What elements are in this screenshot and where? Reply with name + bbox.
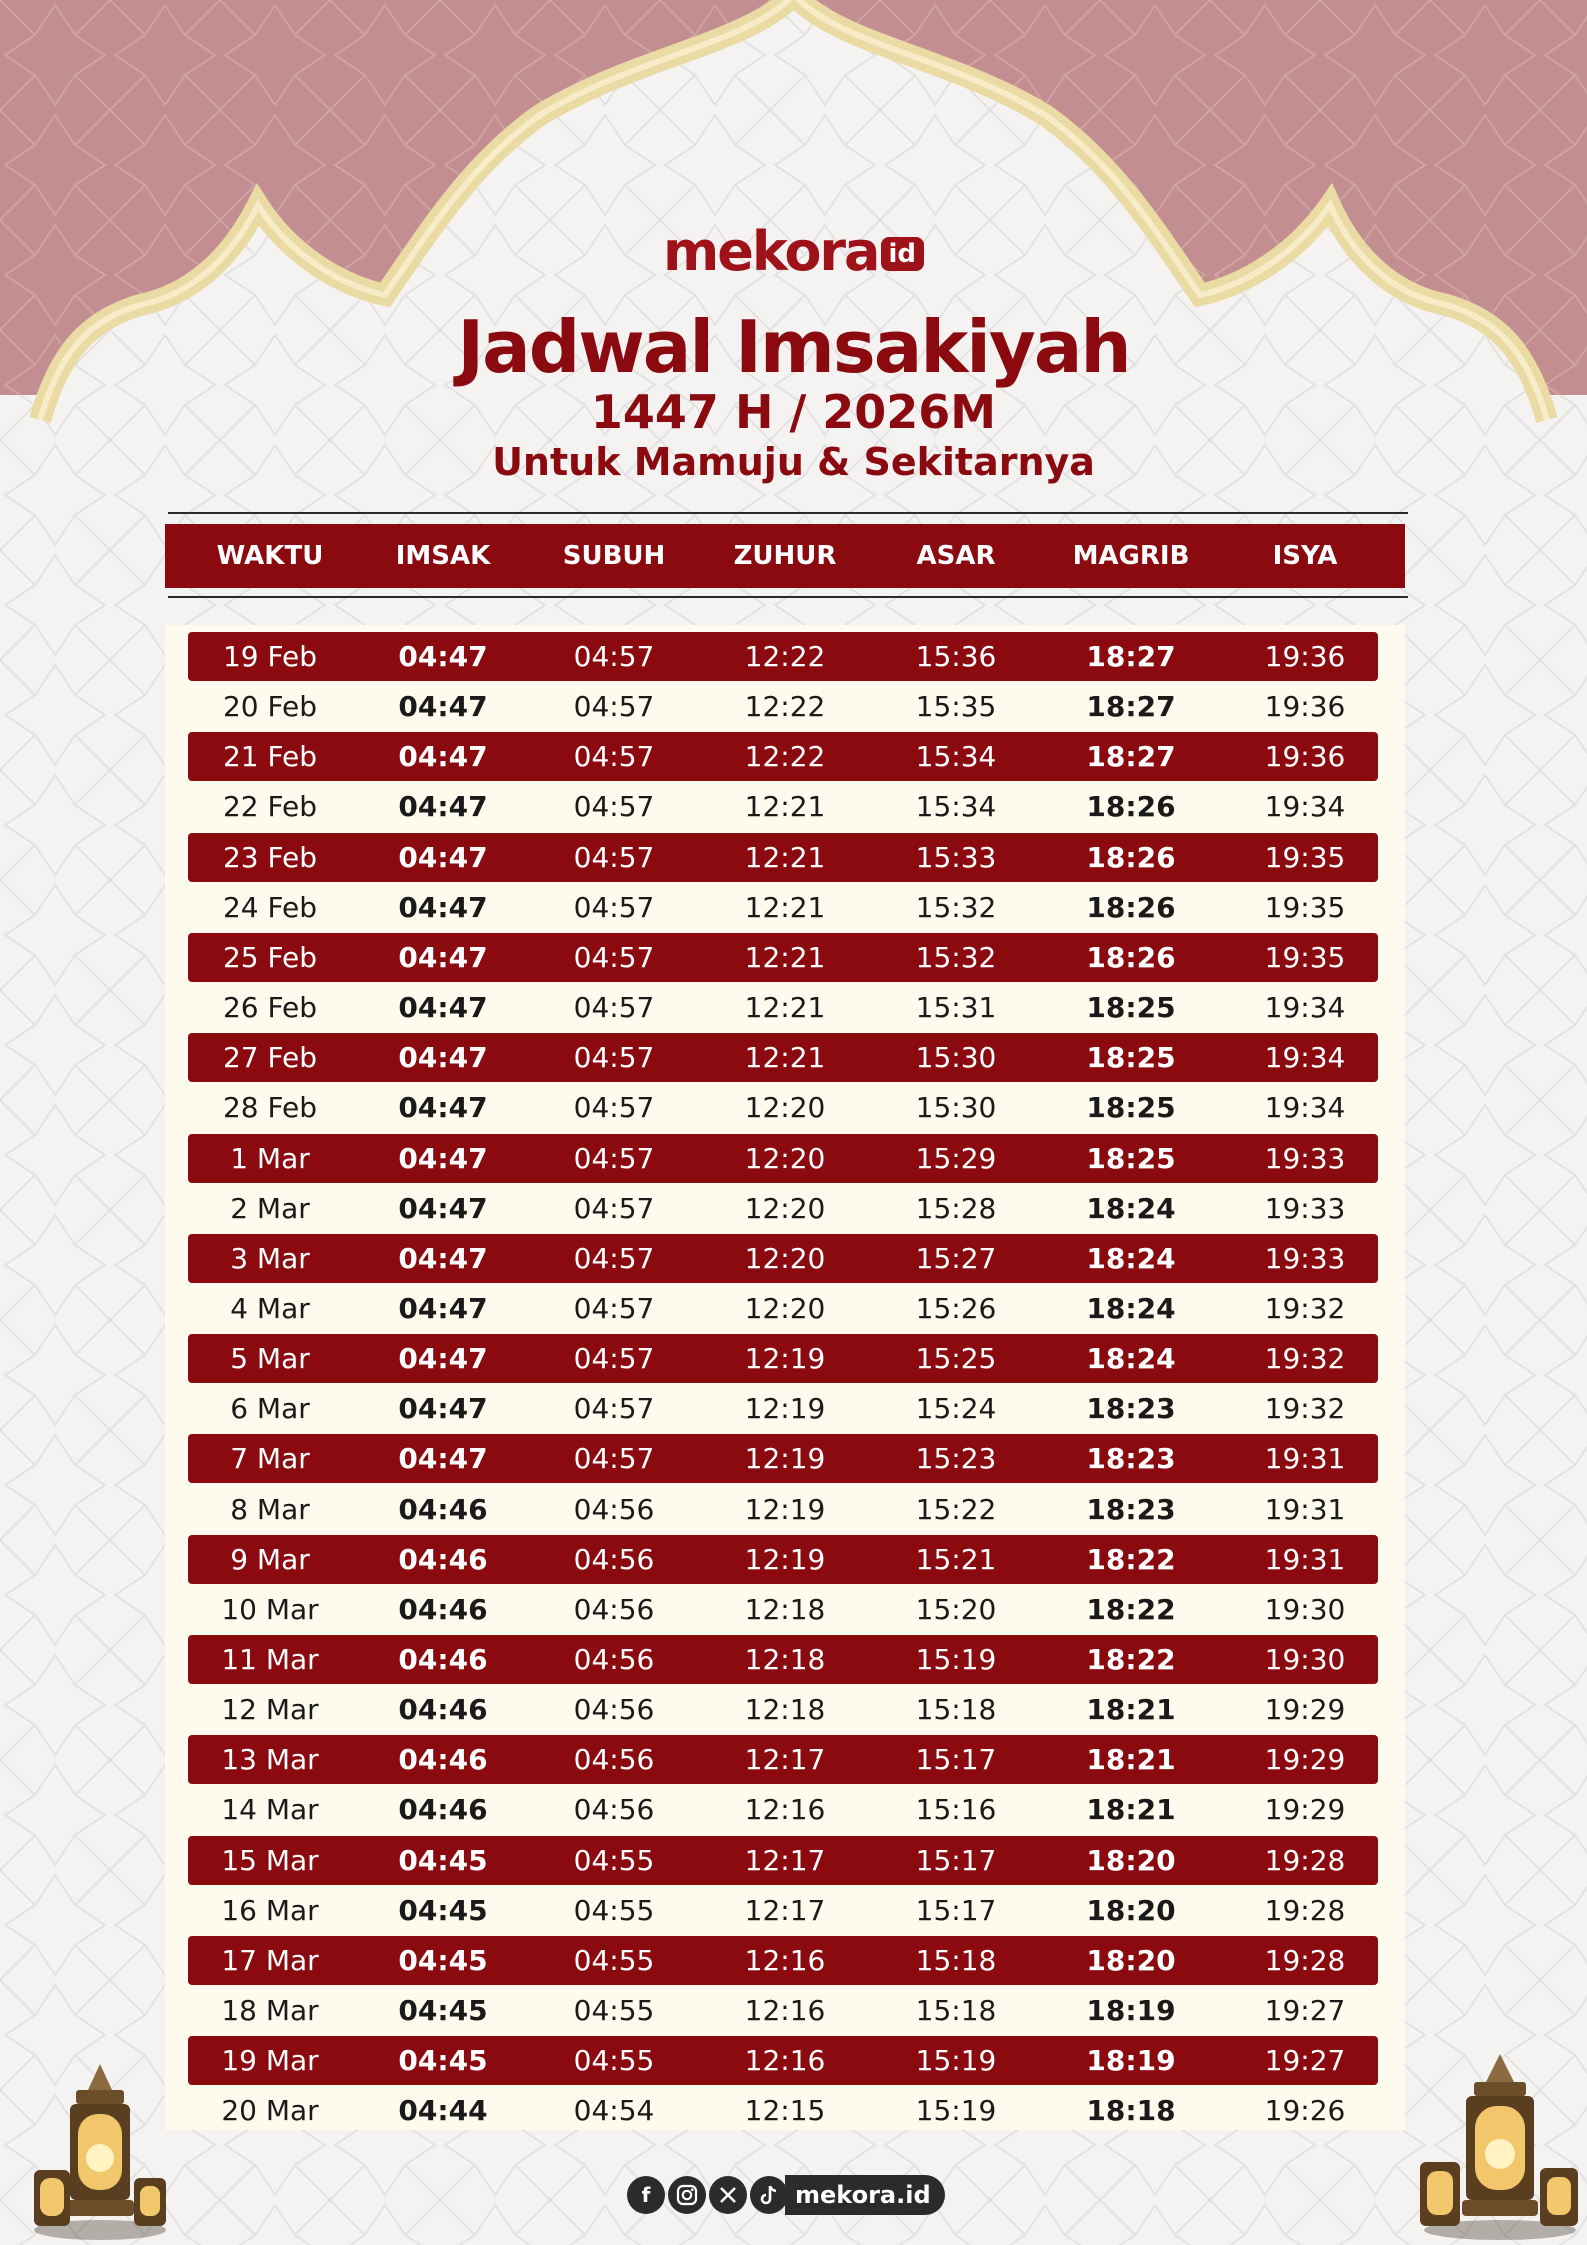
cell-isya: 19:30 xyxy=(1264,1643,1346,1676)
cell-isya: 19:32 xyxy=(1264,1342,1346,1375)
cell-imsak: 04:47 xyxy=(398,1342,488,1375)
cell-imsak: 04:47 xyxy=(398,1442,488,1475)
cell-subuh: 04:57 xyxy=(573,1192,655,1225)
cell-isya: 19:35 xyxy=(1264,891,1346,924)
cell-date: 11 Mar xyxy=(221,1643,319,1676)
table-row xyxy=(188,933,1378,982)
cell-asar: 15:19 xyxy=(915,2044,997,2077)
cell-magrib: 18:25 xyxy=(1086,1091,1176,1124)
table-row xyxy=(188,1836,1378,1885)
cell-isya: 19:36 xyxy=(1264,640,1346,673)
cell-isya: 19:28 xyxy=(1264,1944,1346,1977)
cell-isya: 19:31 xyxy=(1264,1493,1346,1526)
cell-date: 27 Feb xyxy=(222,1041,318,1074)
brand-name: mekora xyxy=(662,220,879,283)
cell-subuh: 04:56 xyxy=(573,1743,655,1776)
cell-asar: 15:24 xyxy=(915,1392,997,1425)
cell-magrib: 18:20 xyxy=(1086,1844,1176,1877)
cell-subuh: 04:57 xyxy=(573,1342,655,1375)
table-row xyxy=(188,1485,1378,1534)
divider-top xyxy=(168,512,1408,514)
cell-zuhur: 12:15 xyxy=(744,2094,826,2127)
cell-zuhur: 12:19 xyxy=(744,1392,826,1425)
cell-imsak: 04:45 xyxy=(398,1944,488,1977)
cell-isya: 19:33 xyxy=(1264,1142,1346,1175)
cell-date: 22 Feb xyxy=(222,790,318,823)
cell-asar: 15:18 xyxy=(915,1944,997,1977)
cell-date: 18 Mar xyxy=(221,1994,319,2027)
cell-subuh: 04:55 xyxy=(573,1994,655,2027)
cell-subuh: 04:57 xyxy=(573,991,655,1024)
cell-zuhur: 12:18 xyxy=(744,1643,826,1676)
table-row xyxy=(188,1083,1378,1132)
cell-isya: 19:28 xyxy=(1264,1894,1346,1927)
cell-magrib: 18:21 xyxy=(1086,1743,1176,1776)
cell-imsak: 04:47 xyxy=(398,740,488,773)
table-row xyxy=(188,1434,1378,1483)
cell-imsak: 04:46 xyxy=(398,1743,488,1776)
table-row xyxy=(188,1184,1378,1233)
cell-imsak: 04:45 xyxy=(398,1844,488,1877)
cell-subuh: 04:57 xyxy=(573,1242,655,1275)
cell-imsak: 04:47 xyxy=(398,1091,488,1124)
cell-magrib: 18:23 xyxy=(1086,1442,1176,1475)
cell-magrib: 18:24 xyxy=(1086,1292,1176,1325)
cell-imsak: 04:47 xyxy=(398,841,488,874)
cell-imsak: 04:46 xyxy=(398,1643,488,1676)
cell-subuh: 04:56 xyxy=(573,1643,655,1676)
cell-zuhur: 12:20 xyxy=(744,1292,826,1325)
table-row xyxy=(188,782,1378,831)
cell-zuhur: 12:19 xyxy=(744,1493,826,1526)
cell-zuhur: 12:21 xyxy=(744,790,826,823)
lantern-right-icon xyxy=(1420,2050,1580,2240)
cell-zuhur: 12:20 xyxy=(744,1192,826,1225)
cell-magrib: 18:23 xyxy=(1086,1493,1176,1526)
cell-asar: 15:16 xyxy=(915,1793,997,1826)
cell-imsak: 04:45 xyxy=(398,1894,488,1927)
cell-asar: 15:32 xyxy=(915,891,997,924)
cell-date: 7 Mar xyxy=(230,1442,310,1475)
cell-zuhur: 12:17 xyxy=(744,1894,826,1927)
cell-isya: 19:36 xyxy=(1264,690,1346,723)
cell-asar: 15:22 xyxy=(915,1493,997,1526)
cell-date: 28 Feb xyxy=(222,1091,318,1124)
instagram-icon[interactable] xyxy=(668,2176,706,2214)
cell-zuhur: 12:21 xyxy=(744,841,826,874)
cell-subuh: 04:55 xyxy=(573,1844,655,1877)
cell-date: 16 Mar xyxy=(221,1894,319,1927)
cell-zuhur: 12:16 xyxy=(744,2044,826,2077)
cell-date: 20 Feb xyxy=(222,690,318,723)
cell-magrib: 18:27 xyxy=(1086,740,1176,773)
cell-subuh: 04:57 xyxy=(573,1442,655,1475)
cell-date: 6 Mar xyxy=(230,1392,310,1425)
cell-asar: 15:26 xyxy=(915,1292,997,1325)
cell-subuh: 04:55 xyxy=(573,1944,655,1977)
header-asar: ASAR xyxy=(916,541,996,571)
cell-date: 23 Feb xyxy=(222,841,318,874)
cell-magrib: 18:19 xyxy=(1086,1994,1176,2027)
cell-date: 12 Mar xyxy=(221,1693,319,1726)
cell-date: 17 Mar xyxy=(221,1944,319,1977)
tiktok-icon[interactable] xyxy=(750,2176,788,2214)
table-row xyxy=(188,983,1378,1032)
table-row xyxy=(188,1033,1378,1082)
cell-isya: 19:34 xyxy=(1264,1091,1346,1124)
cell-zuhur: 12:16 xyxy=(744,1994,826,2027)
cell-imsak: 04:44 xyxy=(398,2094,488,2127)
cell-magrib: 18:21 xyxy=(1086,1693,1176,1726)
cell-isya: 19:29 xyxy=(1264,1793,1346,1826)
cell-asar: 15:33 xyxy=(915,841,997,874)
cell-asar: 15:34 xyxy=(915,790,997,823)
table-row xyxy=(188,1284,1378,1333)
cell-subuh: 04:57 xyxy=(573,1392,655,1425)
cell-zuhur: 12:22 xyxy=(744,740,826,773)
cell-subuh: 04:55 xyxy=(573,1894,655,1927)
table-row xyxy=(188,1334,1378,1383)
cell-zuhur: 12:21 xyxy=(744,941,826,974)
cell-asar: 15:21 xyxy=(915,1543,997,1576)
cell-isya: 19:30 xyxy=(1264,1593,1346,1626)
cell-zuhur: 12:17 xyxy=(744,1743,826,1776)
cell-asar: 15:19 xyxy=(915,1643,997,1676)
cell-imsak: 04:47 xyxy=(398,640,488,673)
cell-zuhur: 12:21 xyxy=(744,891,826,924)
table-row xyxy=(188,2036,1378,2085)
cell-imsak: 04:47 xyxy=(398,1292,488,1325)
cell-magrib: 18:20 xyxy=(1086,1944,1176,1977)
cell-subuh: 04:56 xyxy=(573,1543,655,1576)
brand-logo xyxy=(0,220,1587,283)
cell-isya: 19:32 xyxy=(1264,1392,1346,1425)
cell-magrib: 18:19 xyxy=(1086,2044,1176,2077)
cell-subuh: 04:56 xyxy=(573,1493,655,1526)
cell-asar: 15:29 xyxy=(915,1142,997,1175)
header-subuh: SUBUH xyxy=(562,541,666,571)
cell-zuhur: 12:16 xyxy=(744,1793,826,1826)
cell-date: 3 Mar xyxy=(230,1242,310,1275)
cell-date: 19 Feb xyxy=(222,640,318,673)
social-footer xyxy=(627,2175,945,2215)
table-row xyxy=(188,1685,1378,1734)
cell-isya: 19:29 xyxy=(1264,1693,1346,1726)
cell-date: 10 Mar xyxy=(221,1593,319,1626)
cell-isya: 19:31 xyxy=(1264,1442,1346,1475)
cell-subuh: 04:57 xyxy=(573,690,655,723)
cell-isya: 19:35 xyxy=(1264,841,1346,874)
cell-zuhur: 12:22 xyxy=(744,690,826,723)
cell-date: 13 Mar xyxy=(221,1743,319,1776)
cell-magrib: 18:24 xyxy=(1086,1242,1176,1275)
cell-magrib: 18:26 xyxy=(1086,891,1176,924)
cell-zuhur: 12:20 xyxy=(744,1142,826,1175)
cell-asar: 15:35 xyxy=(915,690,997,723)
table-row xyxy=(188,1535,1378,1584)
cell-imsak: 04:47 xyxy=(398,790,488,823)
cell-subuh: 04:56 xyxy=(573,1593,655,1626)
table-row xyxy=(188,732,1378,781)
cell-zuhur: 12:21 xyxy=(744,991,826,1024)
table-row xyxy=(188,1234,1378,1283)
cell-subuh: 04:57 xyxy=(573,740,655,773)
cell-isya: 19:33 xyxy=(1264,1242,1346,1275)
cell-date: 5 Mar xyxy=(230,1342,310,1375)
cell-asar: 15:19 xyxy=(915,2094,997,2127)
cell-subuh: 04:57 xyxy=(573,1091,655,1124)
cell-magrib: 18:26 xyxy=(1086,841,1176,874)
cell-imsak: 04:47 xyxy=(398,891,488,924)
table-row xyxy=(188,682,1378,731)
cell-asar: 15:17 xyxy=(915,1743,997,1776)
page-subtitle: 1447 H / 2026M xyxy=(590,385,997,439)
cell-magrib: 18:24 xyxy=(1086,1342,1176,1375)
cell-magrib: 18:25 xyxy=(1086,1142,1176,1175)
table-row xyxy=(188,883,1378,932)
cell-zuhur: 12:20 xyxy=(744,1091,826,1124)
cell-isya: 19:31 xyxy=(1264,1543,1346,1576)
cell-zuhur: 12:19 xyxy=(744,1342,826,1375)
table-row xyxy=(188,1735,1378,1784)
cell-magrib: 18:18 xyxy=(1086,2094,1176,2127)
cell-asar: 15:18 xyxy=(915,1994,997,2027)
cell-imsak: 04:46 xyxy=(398,1793,488,1826)
cell-zuhur: 12:19 xyxy=(744,1543,826,1576)
cell-magrib: 18:25 xyxy=(1086,1041,1176,1074)
cell-date: 9 Mar xyxy=(230,1543,310,1576)
cell-subuh: 04:57 xyxy=(573,1292,655,1325)
table-row xyxy=(188,2086,1378,2135)
header-waktu: WAKTU xyxy=(216,541,324,571)
cell-imsak: 04:47 xyxy=(398,1392,488,1425)
cell-isya: 19:33 xyxy=(1264,1192,1346,1225)
cell-isya: 19:27 xyxy=(1264,2044,1346,2077)
cell-asar: 15:25 xyxy=(915,1342,997,1375)
x-icon[interactable] xyxy=(709,2176,747,2214)
cell-date: 1 Mar xyxy=(230,1142,310,1175)
table-row xyxy=(188,1384,1378,1433)
page-title: Jadwal Imsakiyah xyxy=(457,305,1130,389)
cell-imsak: 04:47 xyxy=(398,1041,488,1074)
header-zuhur: ZUHUR xyxy=(733,541,837,571)
cell-isya: 19:34 xyxy=(1264,991,1346,1024)
cell-magrib: 18:20 xyxy=(1086,1894,1176,1927)
cell-asar: 15:32 xyxy=(915,941,997,974)
cell-magrib: 18:27 xyxy=(1086,640,1176,673)
table-row xyxy=(188,1785,1378,1834)
cell-zuhur: 12:18 xyxy=(744,1693,826,1726)
cell-magrib: 18:25 xyxy=(1086,991,1176,1024)
cell-date: 15 Mar xyxy=(221,1844,319,1877)
table-row xyxy=(188,1986,1378,2035)
header-imsak: IMSAK xyxy=(395,541,491,571)
table-row xyxy=(188,1585,1378,1634)
cell-zuhur: 12:18 xyxy=(744,1593,826,1626)
footer-handle[interactable]: mekora.id xyxy=(785,2175,945,2215)
cell-subuh: 04:57 xyxy=(573,640,655,673)
cell-imsak: 04:47 xyxy=(398,1142,488,1175)
table-row xyxy=(188,1134,1378,1183)
cell-isya: 19:32 xyxy=(1264,1292,1346,1325)
cell-imsak: 04:47 xyxy=(398,941,488,974)
cell-date: 20 Mar xyxy=(221,2094,319,2127)
cell-zuhur: 12:20 xyxy=(744,1242,826,1275)
cell-subuh: 04:57 xyxy=(573,891,655,924)
lantern-left-icon xyxy=(30,2060,170,2240)
cell-asar: 15:20 xyxy=(915,1593,997,1626)
cell-date: 14 Mar xyxy=(221,1793,319,1826)
table-row xyxy=(188,632,1378,681)
cell-magrib: 18:22 xyxy=(1086,1543,1176,1576)
cell-subuh: 04:57 xyxy=(573,790,655,823)
cell-subuh: 04:57 xyxy=(573,1142,655,1175)
cell-subuh: 04:54 xyxy=(573,2094,655,2127)
cell-zuhur: 12:16 xyxy=(744,1944,826,1977)
cell-subuh: 04:56 xyxy=(573,1793,655,1826)
cell-imsak: 04:46 xyxy=(398,1543,488,1576)
cell-magrib: 18:26 xyxy=(1086,941,1176,974)
cell-date: 21 Feb xyxy=(222,740,318,773)
cell-date: 8 Mar xyxy=(230,1493,310,1526)
cell-isya: 19:27 xyxy=(1264,1994,1346,2027)
cell-imsak: 04:47 xyxy=(398,690,488,723)
cell-subuh: 04:56 xyxy=(573,1693,655,1726)
cell-asar: 15:28 xyxy=(915,1192,997,1225)
cell-asar: 15:30 xyxy=(915,1091,997,1124)
cell-asar: 15:34 xyxy=(915,740,997,773)
header-isya: ISYA xyxy=(1272,541,1338,571)
cell-asar: 15:18 xyxy=(915,1693,997,1726)
cell-isya: 19:28 xyxy=(1264,1844,1346,1877)
cell-isya: 19:35 xyxy=(1264,941,1346,974)
cell-zuhur: 12:19 xyxy=(744,1442,826,1475)
cell-imsak: 04:47 xyxy=(398,1242,488,1275)
cell-isya: 19:36 xyxy=(1264,740,1346,773)
cell-asar: 15:17 xyxy=(915,1844,997,1877)
cell-magrib: 18:24 xyxy=(1086,1192,1176,1225)
cell-isya: 19:34 xyxy=(1264,790,1346,823)
cell-date: 2 Mar xyxy=(230,1192,310,1225)
cell-magrib: 18:26 xyxy=(1086,790,1176,823)
cell-asar: 15:31 xyxy=(915,991,997,1024)
cell-magrib: 18:22 xyxy=(1086,1593,1176,1626)
cell-date: 24 Feb xyxy=(222,891,318,924)
cell-imsak: 04:45 xyxy=(398,2044,488,2077)
cell-zuhur: 12:22 xyxy=(744,640,826,673)
header-magrib: MAGRIB xyxy=(1072,541,1190,571)
cell-asar: 15:30 xyxy=(915,1041,997,1074)
cell-asar: 15:27 xyxy=(915,1242,997,1275)
cell-date: 25 Feb xyxy=(222,941,318,974)
location-label: Untuk Mamuju & Sekitarnya xyxy=(492,440,1095,484)
table-header xyxy=(165,524,1405,588)
cell-subuh: 04:57 xyxy=(573,841,655,874)
cell-imsak: 04:47 xyxy=(398,1192,488,1225)
cell-isya: 19:34 xyxy=(1264,1041,1346,1074)
cell-date: 26 Feb xyxy=(222,991,318,1024)
cell-asar: 15:17 xyxy=(915,1894,997,1927)
cell-magrib: 18:22 xyxy=(1086,1643,1176,1676)
cell-imsak: 04:46 xyxy=(398,1593,488,1626)
table-row xyxy=(188,1635,1378,1684)
cell-subuh: 04:55 xyxy=(573,2044,655,2077)
cell-asar: 15:36 xyxy=(915,640,997,673)
cell-magrib: 18:21 xyxy=(1086,1793,1176,1826)
cell-imsak: 04:46 xyxy=(398,1493,488,1526)
cell-magrib: 18:27 xyxy=(1086,690,1176,723)
table-row xyxy=(188,1936,1378,1985)
table-row xyxy=(188,1886,1378,1935)
cell-imsak: 04:46 xyxy=(398,1693,488,1726)
cell-date: 19 Mar xyxy=(221,2044,319,2077)
cell-asar: 15:23 xyxy=(915,1442,997,1475)
cell-imsak: 04:45 xyxy=(398,1994,488,2027)
cell-zuhur: 12:17 xyxy=(744,1844,826,1877)
brand-tld: id xyxy=(881,237,925,271)
cell-subuh: 04:57 xyxy=(573,941,655,974)
cell-subuh: 04:57 xyxy=(573,1041,655,1074)
cell-isya: 19:26 xyxy=(1264,2094,1346,2127)
cell-imsak: 04:47 xyxy=(398,991,488,1024)
cell-date: 4 Mar xyxy=(230,1292,310,1325)
cell-zuhur: 12:21 xyxy=(744,1041,826,1074)
table-row xyxy=(188,833,1378,882)
divider-bottom xyxy=(168,596,1408,598)
facebook-icon[interactable]: f xyxy=(627,2176,665,2214)
cell-magrib: 18:23 xyxy=(1086,1392,1176,1425)
cell-isya: 19:29 xyxy=(1264,1743,1346,1776)
